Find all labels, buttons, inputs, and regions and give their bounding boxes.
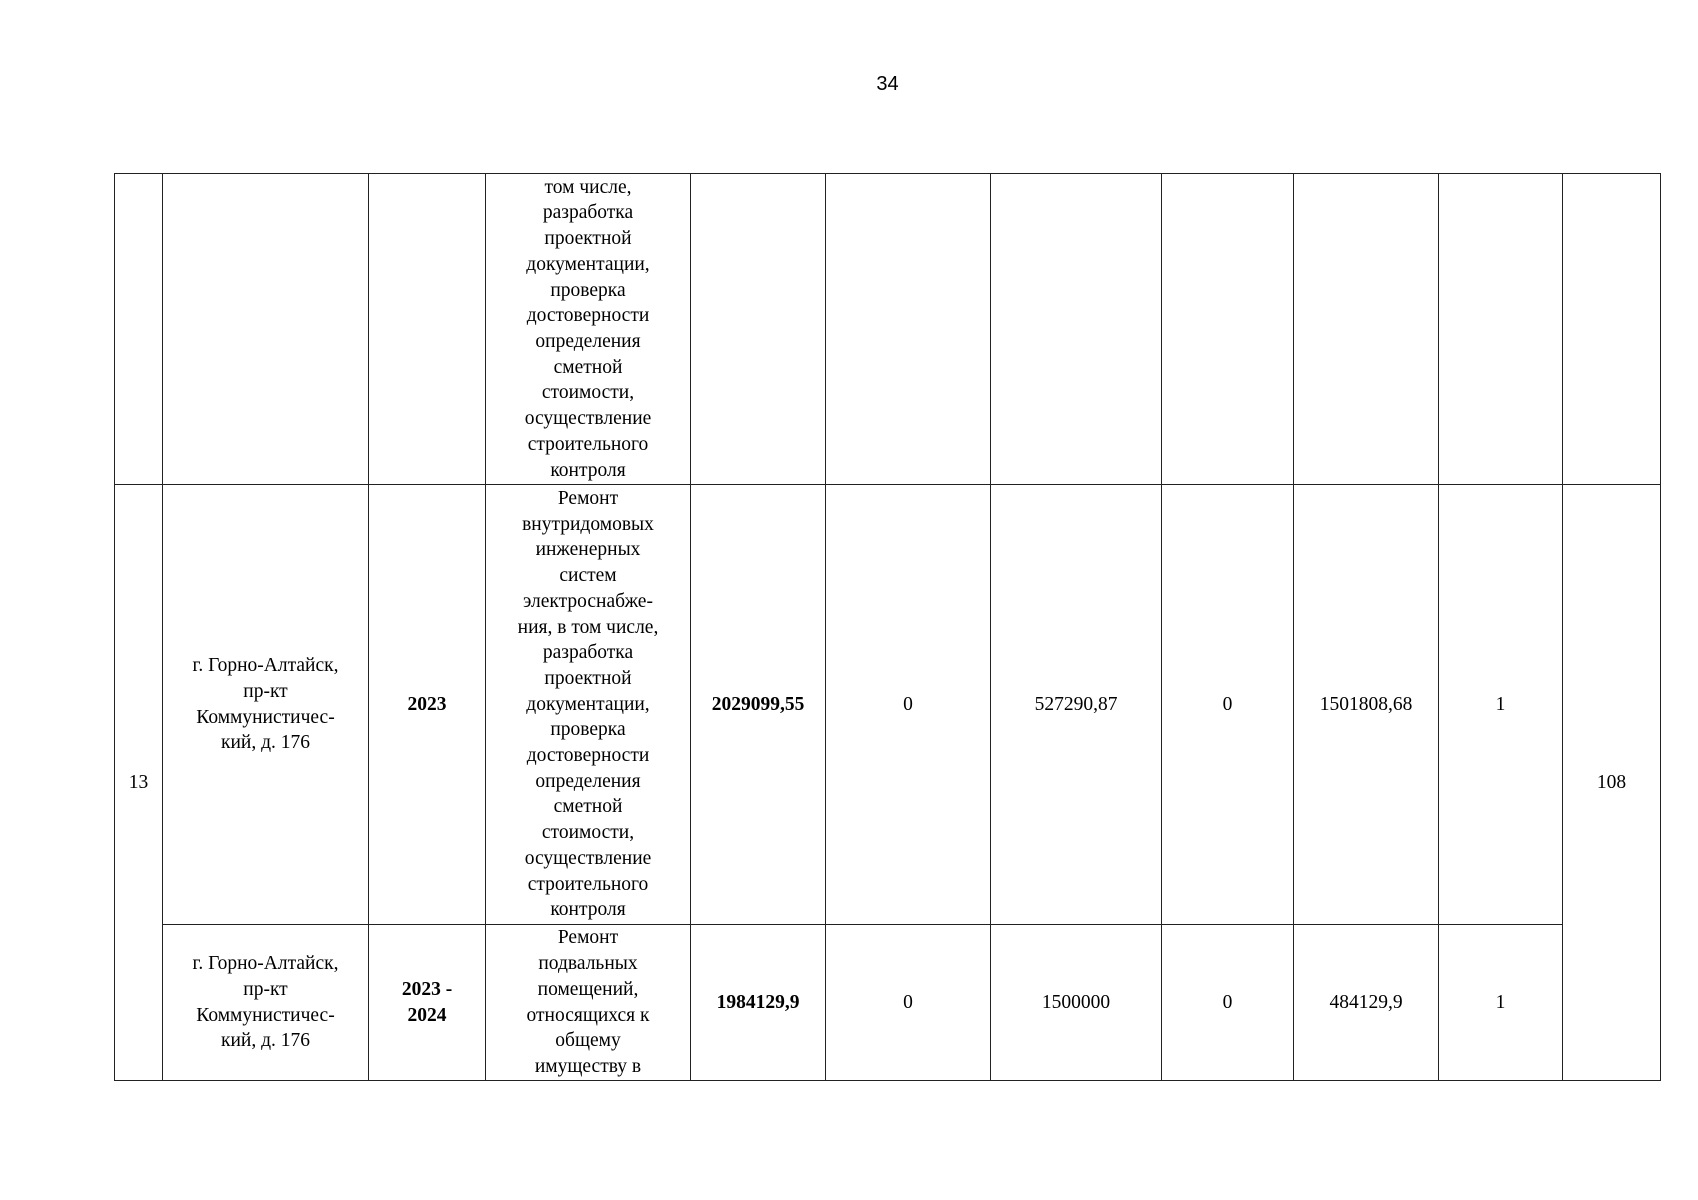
last-cell: 108 [1563, 485, 1661, 1081]
value-cell-2: 527290,87 [991, 485, 1162, 925]
work-description-cell: Ремонт подвальных помещений, относящихся к общему имуществу в [486, 925, 691, 1081]
total-cost-cell: 1984129,9 [691, 925, 826, 1081]
table-row [115, 485, 1661, 925]
period-cell: 2023 [369, 485, 486, 925]
value-cell-3: 0 [1162, 925, 1294, 1081]
value-cell-1 [826, 174, 991, 485]
count-cell: 1 [1439, 925, 1563, 1081]
value-cell-2: 1500000 [991, 925, 1162, 1081]
value-cell-2 [991, 174, 1162, 485]
count-cell: 1 [1439, 485, 1563, 925]
value-cell-4 [1294, 174, 1439, 485]
period-cell: 2023 - 2024 [369, 925, 486, 1081]
index-cell: 13 [115, 485, 163, 1081]
work-description-cell: том числе, разработка проектной документации, проверка достоверности определения сметной стоимости, осуществление строительного контроля [486, 174, 691, 485]
works-table [114, 173, 1661, 1081]
last-cell [1563, 174, 1661, 485]
page-number: 34 [876, 73, 899, 95]
value-cell-1: 0 [826, 925, 991, 1081]
index-cell [115, 174, 163, 485]
address-cell: г. Горно-Алтайск, пр-кт Коммунистичес- кий, д. 176 [163, 925, 369, 1081]
address-cell: г. Горно-Алтайск, пр-кт Коммунистичес- кий, д. 176 [163, 485, 369, 925]
period-cell [369, 174, 486, 485]
address-cell [163, 174, 369, 485]
value-cell-4: 484129,9 [1294, 925, 1439, 1081]
value-cell-3: 0 [1162, 485, 1294, 925]
value-cell-3 [1162, 174, 1294, 485]
count-cell [1439, 174, 1563, 485]
total-cost-cell: 2029099,55 [691, 485, 826, 925]
table-row [115, 925, 1661, 1081]
work-description-cell: Ремонт внутридомовых инженерных систем электроснабже- ния, в том числе, разработка проектной документации, проверка достоверности определения сметной стоимости, осуществление строительного контроля [486, 485, 691, 925]
value-cell-1: 0 [826, 485, 991, 925]
value-cell-4: 1501808,68 [1294, 485, 1439, 925]
table-row [115, 174, 1661, 485]
total-cost-cell [691, 174, 826, 485]
